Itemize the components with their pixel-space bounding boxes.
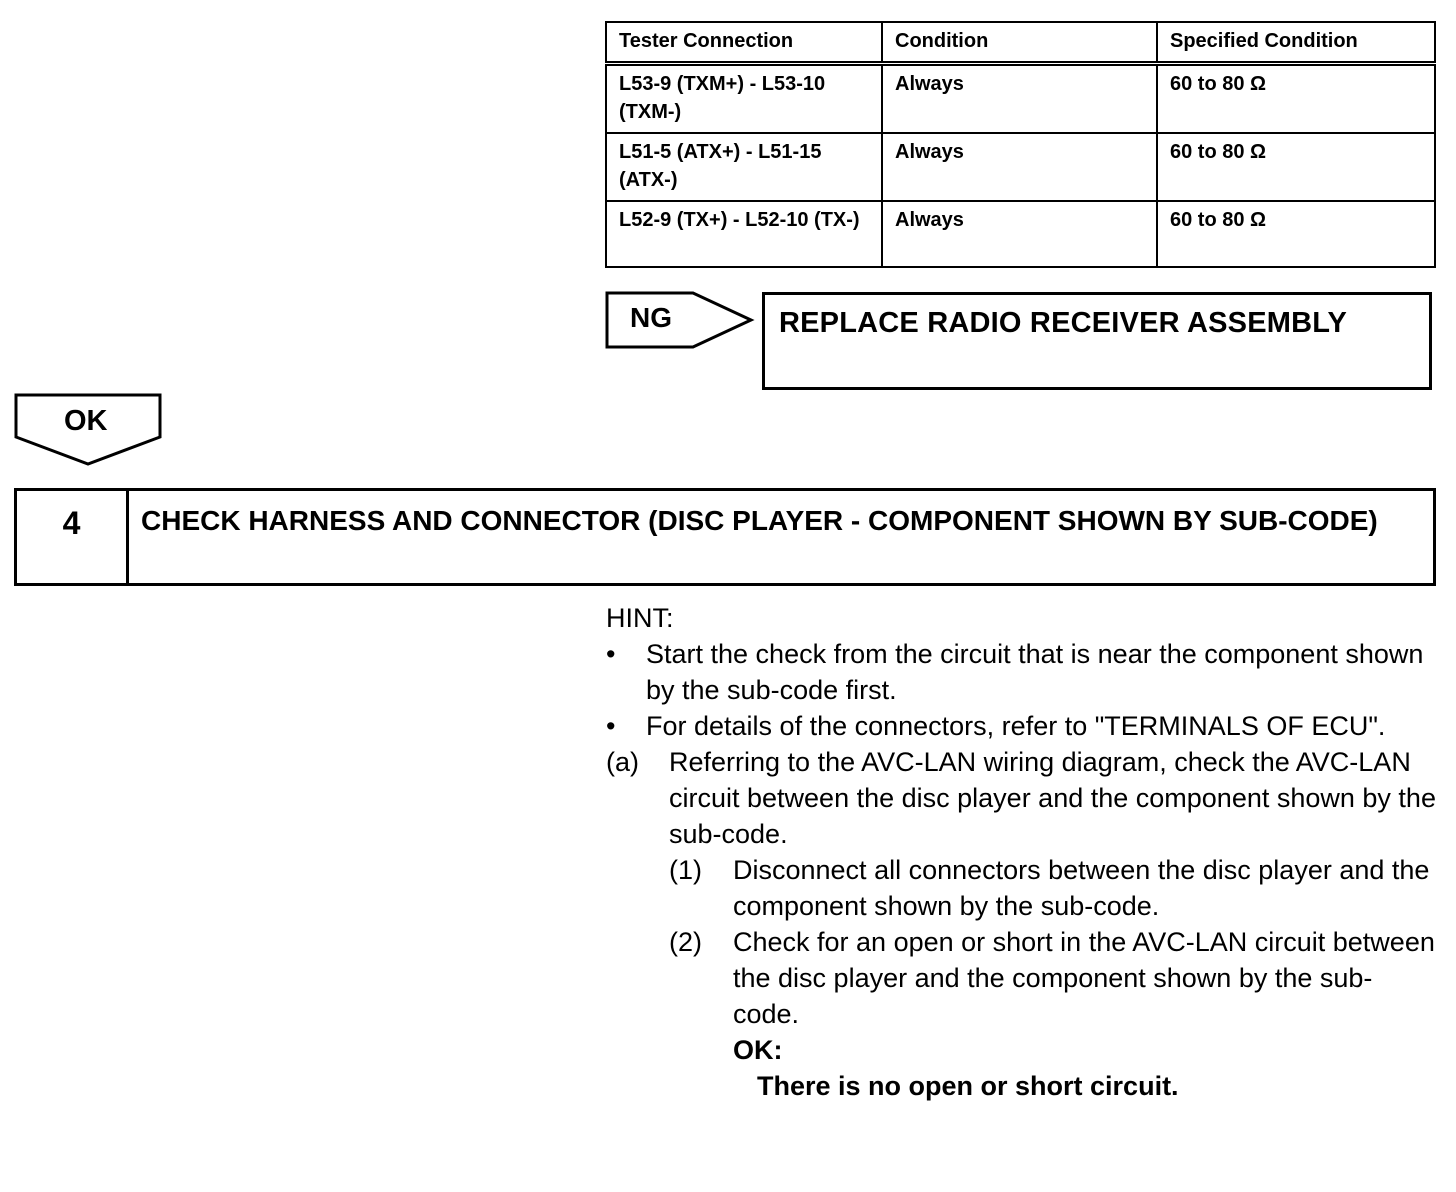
ok-criteria [733, 1032, 1436, 1104]
sub-step-text: Check for an open or short in the AVC-LAN circuit between the disc player and the component shown by the sub-code. [733, 927, 1435, 1029]
header-specified-condition: Specified Condition [1157, 22, 1435, 64]
procedure-sub-step [669, 924, 1436, 1032]
sub-step-text: Disconnect all connectors between the disc player and the component shown by the sub-code. [733, 855, 1430, 921]
procedure-step-a [606, 744, 1436, 852]
procedure-content [606, 600, 1436, 1104]
header-tester-connection: Tester Connection [606, 22, 882, 64]
tester-connection-table [605, 21, 1436, 268]
header-condition: Condition [882, 22, 1157, 64]
table-row [606, 133, 1435, 201]
cell-specified: 60 to 80 Ω [1157, 201, 1435, 267]
step-title: CHECK HARNESS AND CONNECTOR (DISC PLAYER - COMPONENT SHOWN BY SUB-CODE) [141, 505, 1378, 536]
step-header [14, 488, 1436, 586]
cell-condition: Always [882, 201, 1157, 267]
hint-text: For details of the connectors, refer to "TERMINALS OF ECU". [646, 711, 1386, 741]
cell-condition: Always [882, 133, 1157, 201]
table-row [606, 201, 1435, 267]
cell-condition: Always [882, 64, 1157, 134]
hint-label: HINT: [606, 603, 674, 633]
ng-action-text: REPLACE RADIO RECEIVER ASSEMBLY [779, 307, 1348, 339]
step-number: 4 [17, 491, 129, 583]
hint-text: Start the check from the circuit that is near the component shown by the sub-code first. [646, 639, 1424, 705]
ok-criteria-title: OK: [733, 1035, 783, 1065]
bullet-icon: • [606, 639, 616, 669]
step-a-text: Referring to the AVC-LAN wiring diagram, check the AVC-LAN circuit between the disc player and the component shown by the sub-code. [669, 747, 1436, 849]
ng-arrow-icon [605, 291, 755, 349]
cell-specified: 60 to 80 Ω [1157, 133, 1435, 201]
cell-connection: L51-5 (ATX+) - L51-15 (ATX-) [606, 133, 882, 201]
table-header-row [606, 22, 1435, 64]
sub-step-mark: (2) [669, 927, 702, 957]
cell-connection: L52-9 (TX+) - L52-10 (TX-) [606, 201, 882, 267]
procedure-sub-step [669, 852, 1436, 924]
cell-connection: L53-9 (TXM+) - L53-10 (TXM-) [606, 64, 882, 134]
ng-label: NG [630, 302, 672, 333]
cell-specified: 60 to 80 Ω [1157, 64, 1435, 134]
sub-step-mark: (1) [669, 855, 702, 885]
bullet-icon: • [606, 711, 616, 741]
table-row [606, 64, 1435, 134]
ng-action-box [762, 292, 1432, 390]
ok-label: OK [64, 405, 108, 437]
hint-item [606, 708, 1436, 744]
ok-criteria-value: There is no open or short circuit. [757, 1071, 1179, 1101]
hint-item [606, 636, 1436, 708]
step-a-mark: (a) [606, 747, 639, 777]
